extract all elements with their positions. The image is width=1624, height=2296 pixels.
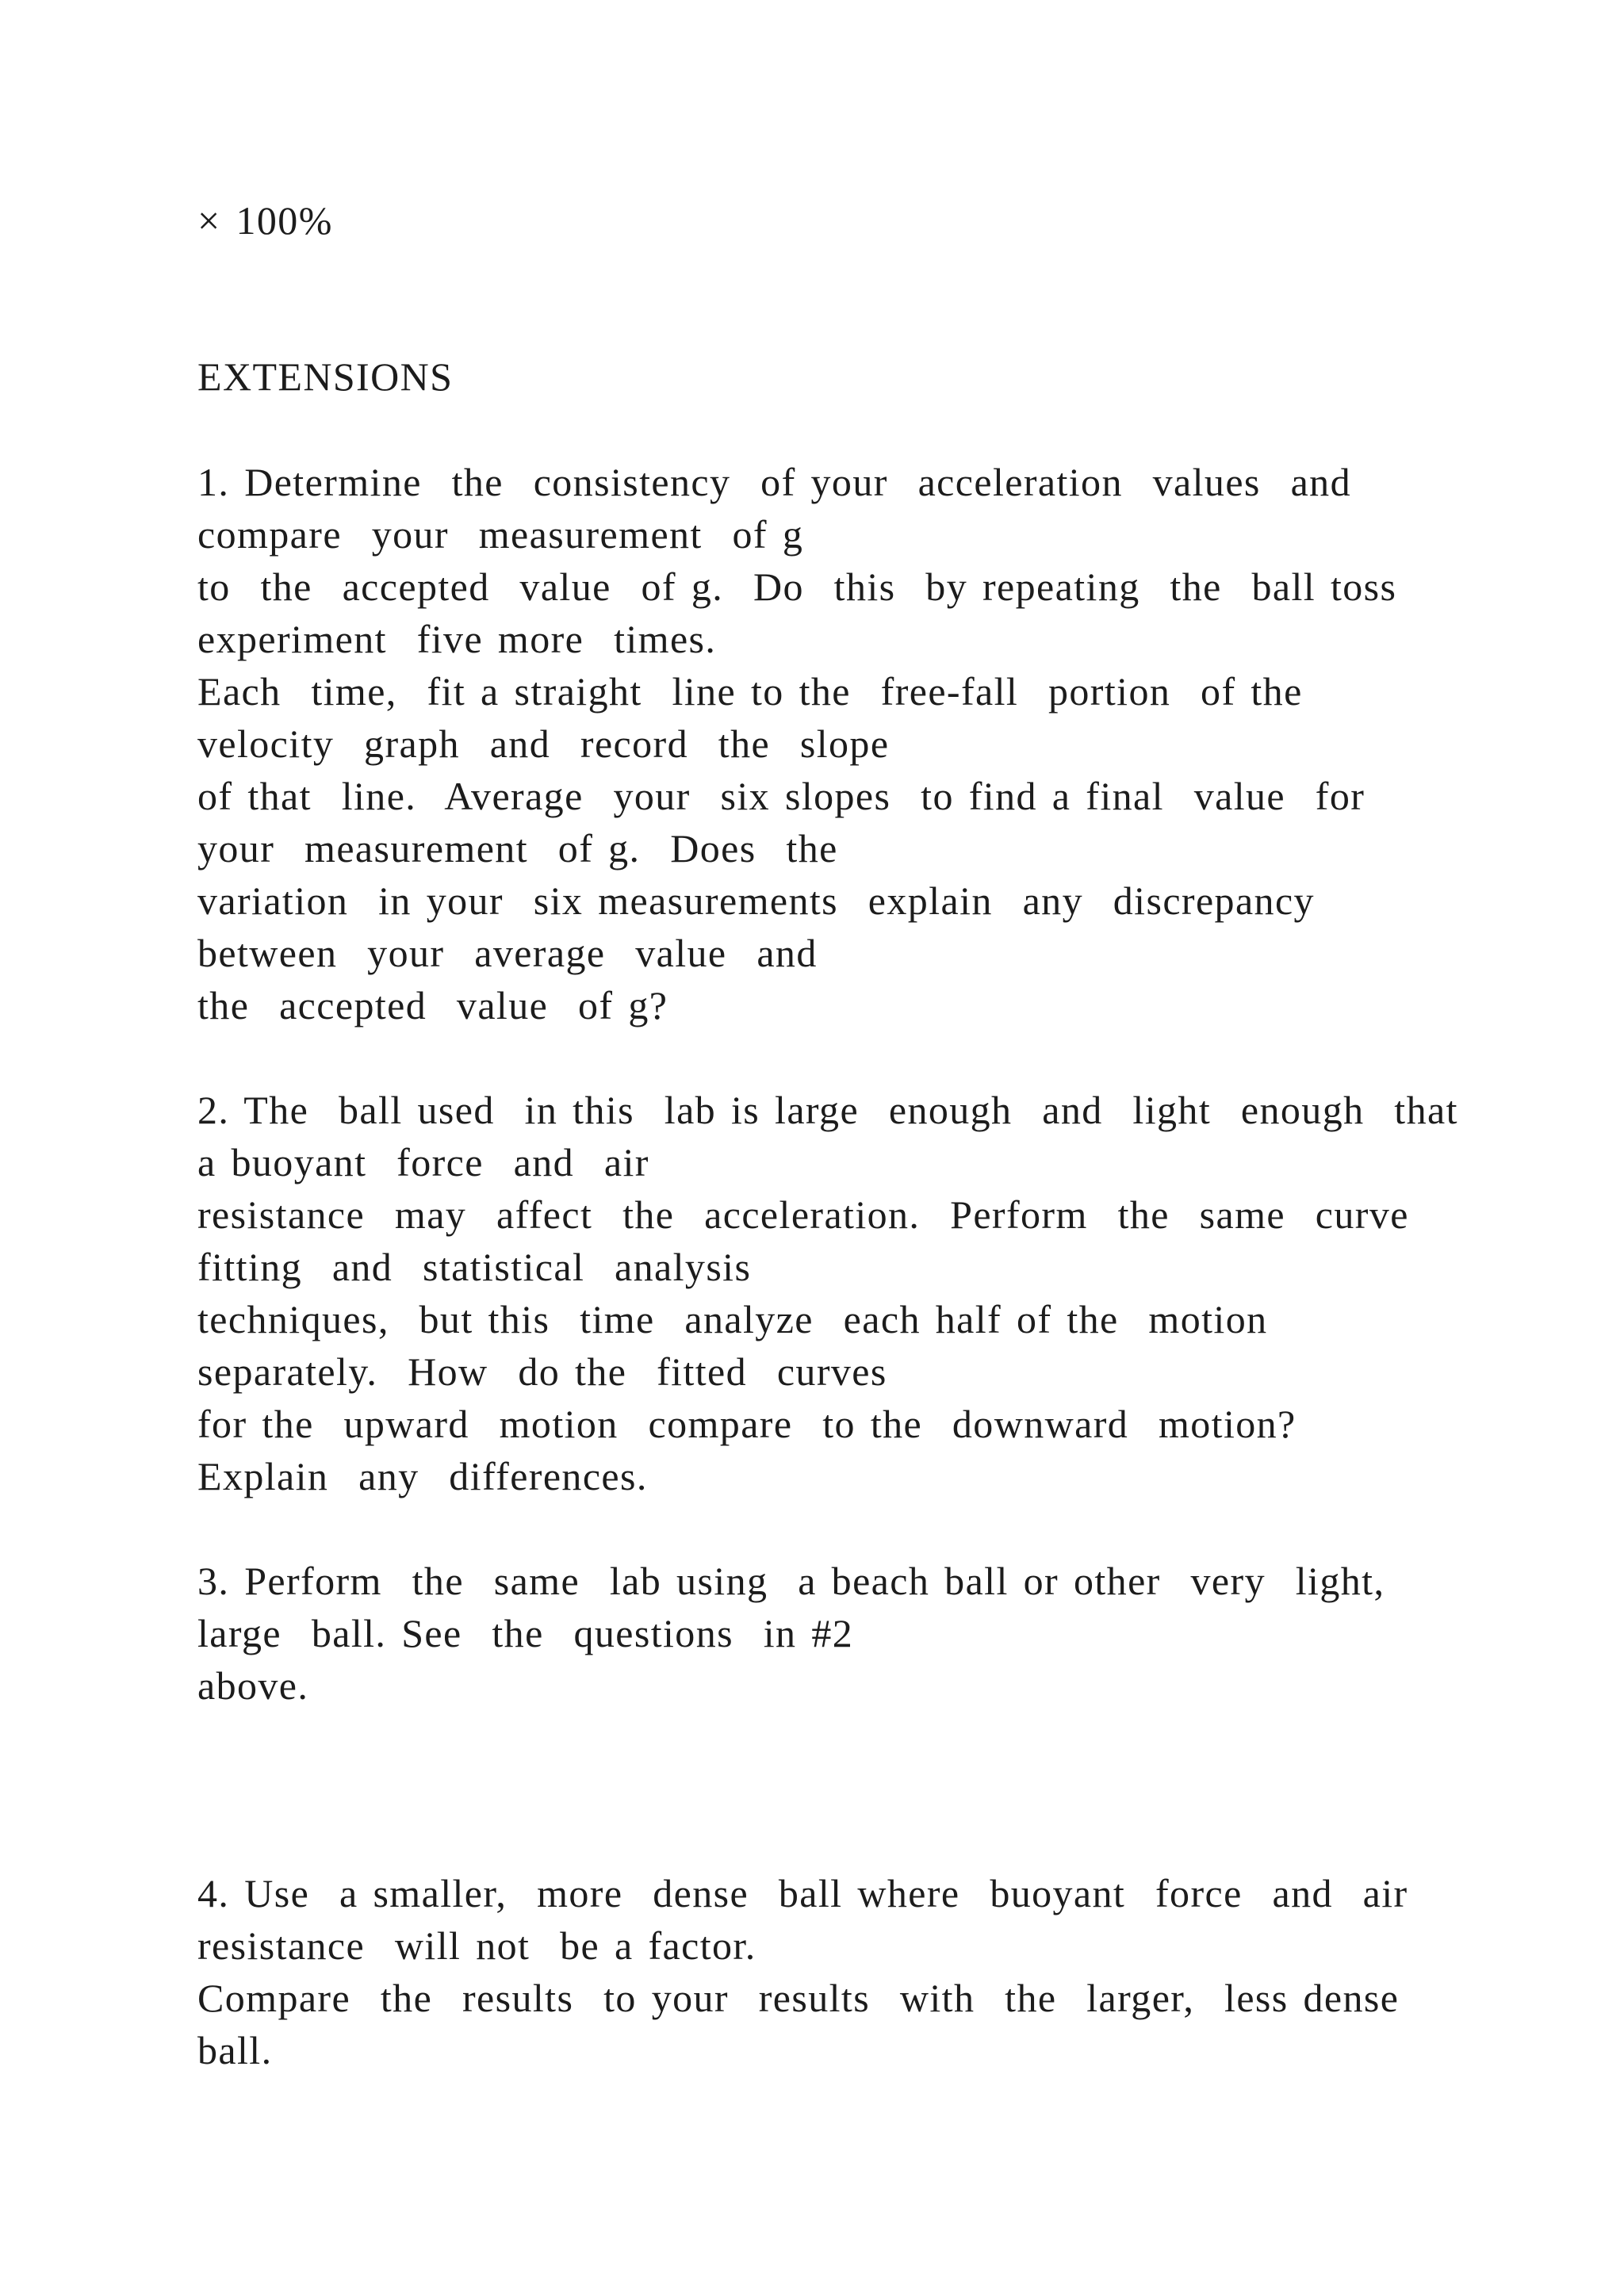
text-line: variation in your six measurements explain any discrepancy [197,878,1315,923]
text-line: large ball. See the questions in #2 [197,1611,854,1655]
text-line: to the accepted value of g. Do this by repeating the ball toss [197,564,1397,609]
text-line: resistance may affect the acceleration. Perform the same curve [197,1192,1409,1237]
text-line: experiment five more times. [197,617,717,661]
text-line: between your average value and [197,931,818,975]
text-line: for the upward motion compare to the downward motion? [197,1402,1297,1446]
text-line: fitting and statistical analysis [197,1245,752,1289]
text-line: separately. How do the fitted curves [197,1349,887,1394]
text-line: ball. [197,2028,273,2072]
text-line: resistance will not be a factor. [197,1923,756,1968]
text-line: 4. Use a smaller, more dense ball where buoyant force and air [197,1871,1408,1915]
text-line: 2. The ball used in this lab is large enough and light enough that [197,1088,1458,1132]
text-line: compare your measurement of g [197,512,804,557]
text-line: of that line. Average your six slopes to find a final value for [197,774,1365,818]
section-heading: EXTENSIONS [197,354,454,399]
text-line: above. [197,1663,309,1708]
text-line: Compare the results to your results with the larger, less dense [197,1976,1400,2020]
percentage-fragment: × 100% [197,198,333,243]
text-line: 3. Perform the same lab using a beach ball or other very light, [197,1559,1385,1603]
text-line: velocity graph and record the slope [197,721,890,766]
text-line: a buoyant force and air [197,1140,649,1184]
text-line: techniques, but this time analyze each half of the motion [197,1297,1268,1341]
text-line: 1. Determine the consistency of your acceleration values and [197,460,1351,504]
text-line: Explain any differences. [197,1454,648,1498]
text-line: Each time, fit a straight line to the free-fall portion of the [197,669,1303,714]
text-line: the accepted value of g? [197,983,668,1027]
text-line: your measurement of g. Does the [197,826,838,871]
